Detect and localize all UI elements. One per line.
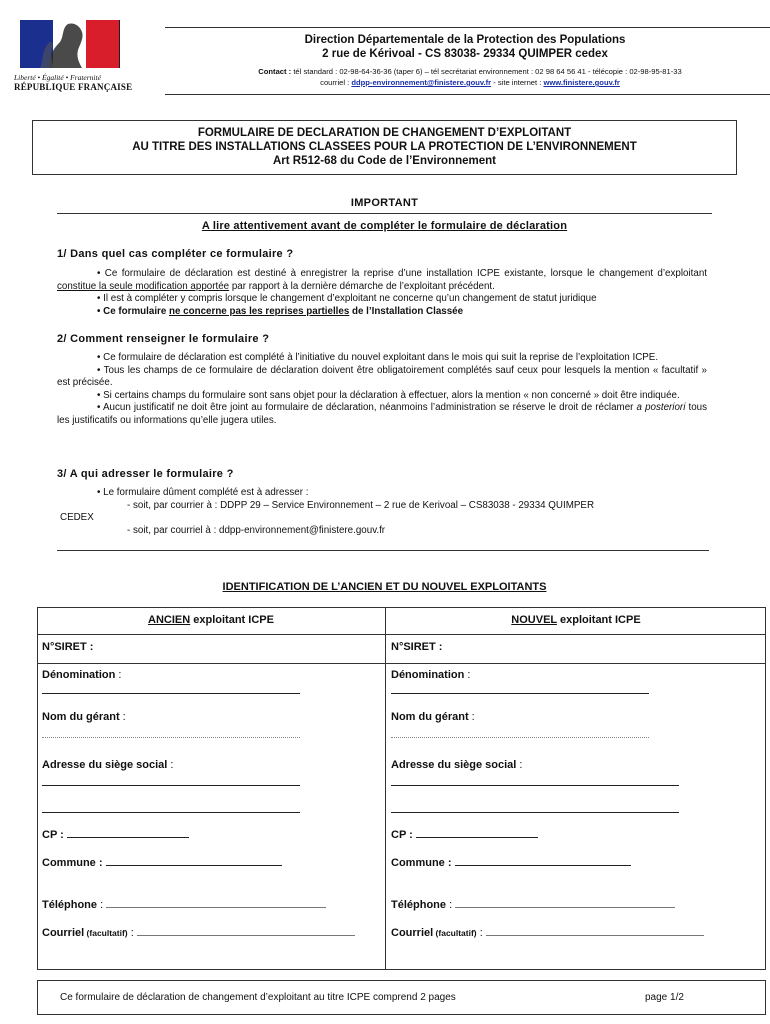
section2-bullet4: • Aucun justificatif ne doit être joint au formulaire de déclaration, néanmoins l’administration se réserve le droit de réclamer a posteriori tous les justificatifs ou informations qu’elle jugera utiles. [57, 402, 707, 426]
contact-phones: tél standard : 02-98-64-36-36 (taper 6) – tél secrétariat environnement : 02 98 64 56 41 - télécopie : 02-98-95-81-33 [291, 67, 682, 76]
table-column-divider [385, 607, 386, 970]
right-courriel-label[interactable]: Courriel (facultatif) : [391, 927, 704, 939]
header-dept-line2: 2 rue de Kérivoal - CS 83038- 29334 QUIMPER cedex [322, 48, 608, 60]
footer-page-number: page 1/2 [645, 992, 684, 1003]
header-contact [165, 66, 770, 88]
logo-motto: Liberté • Égalité • Fraternité [14, 73, 101, 82]
header-department [165, 33, 765, 61]
republique-logo [14, 20, 132, 92]
right-siret-label[interactable]: N°SIRET : [391, 641, 443, 653]
table-siret-rule [37, 663, 766, 664]
table-header-rule [37, 634, 766, 635]
left-denomination-label[interactable]: Dénomination : [42, 669, 122, 681]
section3-email: - soit, par courriel à : ddpp-environnement@finistere.gouv.fr [127, 524, 386, 536]
section2-body [57, 352, 707, 428]
left-siret-label[interactable]: N°SIRET : [42, 641, 94, 653]
section2-bullet3: • Si certains champs du formulaire sont sans objet pour la déclaration à effectuer, alors la mention « non concerné » doit être indiquée. [97, 389, 680, 401]
email-link[interactable]: ddpp-environnement@finistere.gouv.fr [351, 78, 492, 87]
header-bottom-rule [165, 94, 770, 95]
left-telephone-label[interactable]: Téléphone : [42, 899, 326, 911]
marianne-emblem [20, 20, 120, 68]
form-title-line1: FORMULAIRE DE DECLARATION DE CHANGEMENT D’EXPLOITANT [197, 127, 572, 139]
marianne-profile-icon [20, 20, 120, 68]
left-denomination-field[interactable] [42, 693, 300, 694]
section2-bullet1: • Ce formulaire de déclaration est complété à l’initiative du nouvel exploitant dans le mois qui suit la reprise de l’exploitation ICPE. [97, 352, 659, 363]
logo-republic: RÉPUBLIQUE FRANÇAISE [14, 82, 133, 92]
left-cp-label[interactable]: CP : [42, 829, 189, 841]
left-adresse-field1[interactable] [42, 785, 300, 786]
site-label: - site internet : [491, 78, 544, 87]
left-commune-label[interactable]: Commune : [42, 857, 282, 869]
identification-heading: IDENTIFICATION DE L’ANCIEN ET DU NOUVEL EXPLOITANTS [222, 581, 547, 593]
left-gerant-field[interactable] [42, 737, 300, 738]
left-adresse-label[interactable]: Adresse du siège social : [42, 759, 174, 771]
right-adresse-label[interactable]: Adresse du siège social : [391, 759, 523, 771]
header-dept-line1: Direction Départementale de la Protection des Populations [304, 34, 626, 46]
form-title-box [32, 120, 737, 175]
footer-text: Ce formulaire de déclaration de changement d’exploitant au titre ICPE comprend 2 pages [60, 992, 456, 1003]
section2-bullet2: • Tous les champs de ce formulaire de déclaration doivent être obligatoirement complétés sauf ceux pour lesquels la mention « facultatif » est précisée. [57, 364, 707, 389]
right-telephone-label[interactable]: Téléphone : [391, 899, 675, 911]
read-carefully-heading: A lire attentivement avant de compléter le formulaire de déclaration [201, 220, 568, 232]
right-adresse-field2[interactable] [391, 812, 679, 813]
section3-rule [57, 550, 709, 551]
right-gerant-field[interactable] [391, 737, 649, 738]
section1-bullet3: • Ce formulaire ne concerne pas les reprises partielles de l’Installation Classée [97, 305, 464, 317]
right-gerant-label[interactable]: Nom du gérant : [391, 711, 475, 723]
section3-body [57, 487, 707, 537]
left-gerant-label[interactable]: Nom du gérant : [42, 711, 126, 723]
section3-postal: - soit, par courrier à : DDPP 29 – Service Environnement – 2 rue de Kerivoal – CS83038 - 29334 QUIMPER [127, 499, 595, 511]
left-courriel-label[interactable]: Courriel (facultatif) : [42, 927, 355, 939]
right-column-header: NOUVEL exploitant ICPE [511, 614, 641, 626]
contact-label: Contact : [258, 67, 292, 76]
section1-bullet2: • Il est à compléter y compris lorsque le changement d’exploitant ne concerne qu’un changement de statut juridique [97, 293, 597, 305]
right-commune-label[interactable]: Commune : [391, 857, 631, 869]
section1-body [57, 268, 707, 318]
section1-bullet1: • Ce formulaire de déclaration est destiné à enregistrer la reprise d’une installation ICPE existante, lorsque le changement d’exploitant constitue la seule modification apportée par rapport à la dernière démarche de l’exploitant précédent. [57, 268, 707, 292]
right-cp-label[interactable]: CP : [391, 829, 538, 841]
site-link[interactable]: www.finistere.gouv.fr [543, 78, 620, 87]
form-title-line3: Art R512-68 du Code de l’Environnement [272, 155, 496, 167]
important-rule [57, 213, 712, 214]
right-denomination-label[interactable]: Dénomination : [391, 669, 471, 681]
header-top-rule [165, 27, 770, 28]
section3-title: 3/ A qui adresser le formulaire ? [57, 468, 234, 480]
right-adresse-field1[interactable] [391, 785, 679, 786]
email-label: courriel : [320, 78, 352, 87]
left-column-header: ANCIEN exploitant ICPE [148, 614, 274, 626]
section1-title: 1/ Dans quel cas compléter ce formulaire ? [57, 248, 294, 260]
section2-title: 2/ Comment renseigner le formulaire ? [57, 333, 270, 345]
identification-table [37, 607, 766, 970]
important-heading: IMPORTANT [350, 197, 419, 209]
section3-bullet1: • Le formulaire dûment complété est à adresser : [97, 487, 309, 498]
form-title-line2: AU TITRE DES INSTALLATIONS CLASSEES POUR LA PROTECTION DE L’ENVIRONNEMENT [132, 141, 637, 153]
left-adresse-field2[interactable] [42, 812, 300, 813]
section3-postal-cedex: CEDEX [60, 512, 94, 524]
right-denomination-field[interactable] [391, 693, 649, 694]
